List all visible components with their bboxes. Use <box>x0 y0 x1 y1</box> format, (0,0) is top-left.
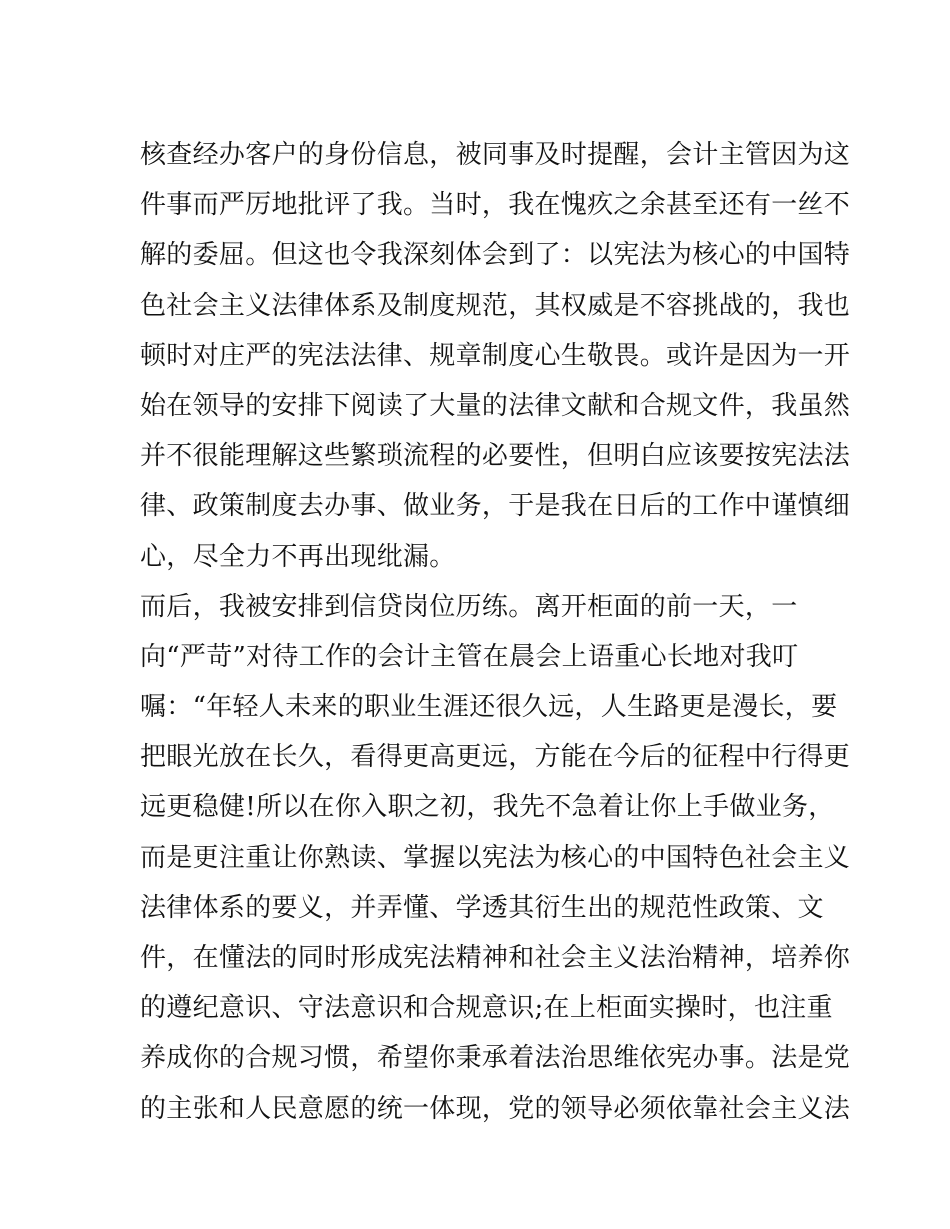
body-text <box>140 130 851 1134</box>
text-line: 件事而严厉地批评了我。当时，我在愧疚之余甚至还有一丝不 <box>140 190 851 221</box>
text-line: 养成你的合规习惯，希望你秉承着法治思维依宪办事。法是党 <box>140 1043 851 1074</box>
text-line: 而是更注重让你熟读、掌握以宪法为核心的中国特色社会主义 <box>140 842 851 873</box>
text-line: 把眼光放在长久，看得更高更远，方能在今后的征程中行得更 <box>140 742 851 773</box>
text-line: 嘱：“年轻人未来的职业生涯还很久远，人生路更是漫长，要 <box>140 692 838 723</box>
text-line: 心，尽全力不再出现纰漏。 <box>140 541 456 572</box>
text-line: 件，在懂法的同时形成宪法精神和社会主义法治精神，培养你 <box>140 943 851 973</box>
text-line: 向“严苛”对待工作的会计主管在晨会上语重心长地对我叮 <box>140 641 799 672</box>
text-line: 法律体系的要义，并弄懂、学透其衍生出的规范性政策、文 <box>140 892 824 923</box>
text-line: 始在领导的安排下阅读了大量的法律文献和合规文件，我虽然 <box>140 390 851 421</box>
text-line: 律、政策制度去办事、做业务，于是我在日后的工作中谨慎细 <box>140 491 851 522</box>
text-line: 的主张和人民意愿的统一体现，党的领导必须依靠社会主义法 <box>140 1093 851 1124</box>
text-line: 色社会主义法律体系及制度规范，其权威是不容挑战的，我也 <box>140 290 851 321</box>
text-line: 解的委屈。但这也令我深刻体会到了：以宪法为核心的中国特 <box>140 240 851 271</box>
text-line: 远更稳健!所以在你入职之初，我先不急着让你上手做业务， <box>140 792 835 823</box>
text-line: 而后，我被安排到信贷岗位历练。离开柜面的前一天，一 <box>140 591 798 622</box>
text-line: 顿时对庄严的宪法法律、规章制度心生敬畏。或许是因为一开 <box>140 340 851 371</box>
text-line: 的遵纪意识、守法意识和合规意识;在上柜面实操时，也注重 <box>140 993 833 1024</box>
text-line: 并不很能理解这些繁琐流程的必要性，但明白应该要按宪法法 <box>140 441 851 472</box>
text-line: 核查经办客户的身份信息，被同事及时提醒，会计主管因为这 <box>140 140 851 170</box>
